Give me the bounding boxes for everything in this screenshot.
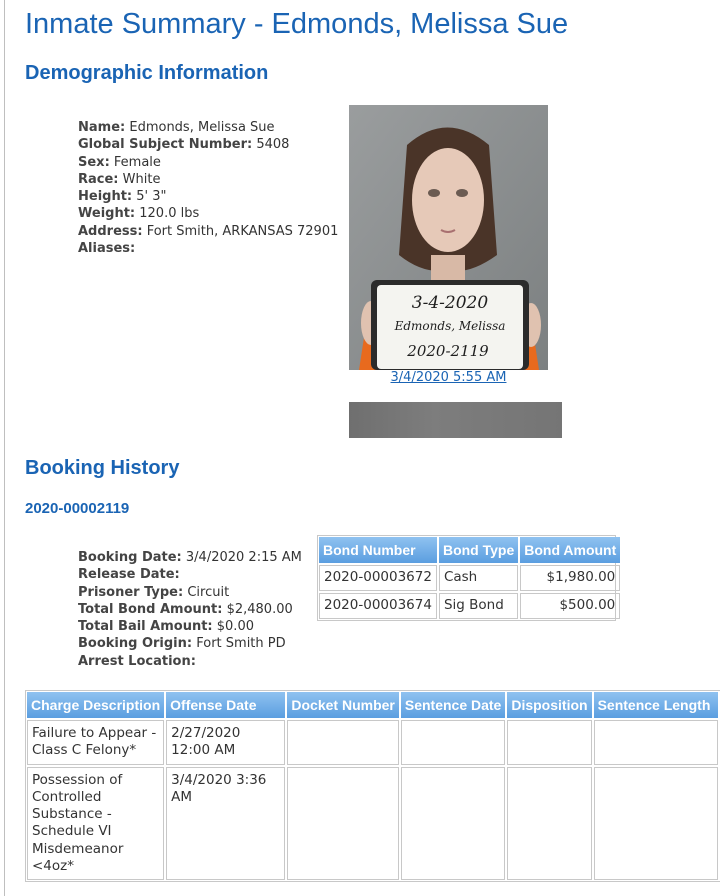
page-title: Inmate Summary - Edmonds, Melissa Sue [25, 8, 569, 40]
disposition-cell [507, 767, 591, 881]
field-release-date: Release Date: [78, 567, 180, 583]
booking-fields [78, 549, 302, 670]
field-address: Address: Fort Smith, ARKANSAS 72901 [78, 223, 339, 239]
additional-photo-thumbnail[interactable] [349, 402, 562, 438]
mugshot-image [349, 105, 548, 370]
field-race: Race: White [78, 171, 161, 187]
col-docket-number[interactable]: Docket Number [287, 692, 398, 718]
bond-table-header [319, 537, 620, 563]
field-prisoner-type: Prisoner Type: Circuit [78, 584, 230, 600]
bond-amount-cell: $1,980.00 [520, 565, 620, 591]
col-bond-type[interactable]: Bond Type [439, 537, 518, 563]
charge-description-cell: Failure to Appear - Class C Felony* [27, 720, 164, 765]
sentence-length-cell [594, 767, 718, 881]
field-total-bond-amount: Total Bond Amount: $2,480.00 [78, 601, 293, 617]
charge-table-header [27, 692, 718, 718]
demographic-fields [78, 119, 338, 257]
field-booking-origin: Booking Origin: Fort Smith PD [78, 636, 286, 652]
offense-date-cell: 2/27/2020 12:00 AM [166, 720, 285, 765]
bond-type-cell: Cash [439, 565, 518, 591]
bond-number-cell: 2020-00003674 [319, 593, 437, 619]
col-disposition[interactable]: Disposition [507, 692, 591, 718]
col-charge-description[interactable]: Charge Description [27, 692, 164, 718]
field-weight: Weight: 120.0 lbs [78, 206, 200, 222]
docket-number-cell [287, 720, 398, 765]
field-aliases: Aliases: [78, 241, 136, 257]
demographic-heading: Demographic Information [25, 62, 269, 84]
field-height: Height: 5' 3" [78, 189, 167, 205]
field-global-subject-number: Global Subject Number: 5408 [78, 137, 290, 153]
booking-number: 2020-00002119 [25, 500, 130, 517]
col-sentence-length[interactable]: Sentence Length [594, 692, 718, 718]
sign-name: Edmonds, Melissa [394, 319, 506, 333]
sign-date: 3-4-2020 [411, 293, 489, 313]
left-border [4, 0, 5, 896]
table-row [319, 565, 620, 591]
col-bond-number[interactable]: Bond Number [319, 537, 437, 563]
table-row [27, 767, 718, 881]
docket-number-cell [287, 767, 398, 881]
field-arrest-location: Arrest Location: [78, 653, 196, 669]
bond-amount-cell: $500.00 [520, 593, 620, 619]
field-name: Name: Edmonds, Melissa Sue [78, 120, 275, 135]
col-bond-amount[interactable]: Bond Amount [520, 537, 620, 563]
sentence-length-cell [594, 720, 718, 765]
col-sentence-date[interactable]: Sentence Date [401, 692, 505, 718]
sign-booking-number: 2020-2119 [407, 342, 489, 360]
photo-date-link[interactable]: 3/4/2020 5:55 AM [390, 370, 507, 385]
col-offense-date[interactable]: Offense Date [166, 692, 285, 718]
bond-number-cell: 2020-00003672 [319, 565, 437, 591]
bond-type-cell: Sig Bond [439, 593, 518, 619]
bond-table [317, 535, 622, 621]
mugshot-photo[interactable] [349, 105, 548, 370]
table-row [27, 720, 718, 765]
sentence-date-cell [401, 767, 505, 881]
disposition-cell [507, 720, 591, 765]
field-booking-date: Booking Date: 3/4/2020 2:15 AM [78, 550, 302, 565]
charge-description-cell: Possession of Controlled Substance - Schedule VI Misdemeanor <4oz* [27, 767, 164, 881]
table-row [319, 593, 620, 619]
offense-date-cell: 3/4/2020 3:36 AM [166, 767, 285, 881]
charge-table [25, 690, 720, 882]
sentence-date-cell [401, 720, 505, 765]
field-total-bail-amount: Total Bail Amount: $0.00 [78, 619, 254, 635]
booking-history-heading: Booking History [25, 457, 180, 479]
field-sex: Sex: Female [78, 154, 161, 170]
